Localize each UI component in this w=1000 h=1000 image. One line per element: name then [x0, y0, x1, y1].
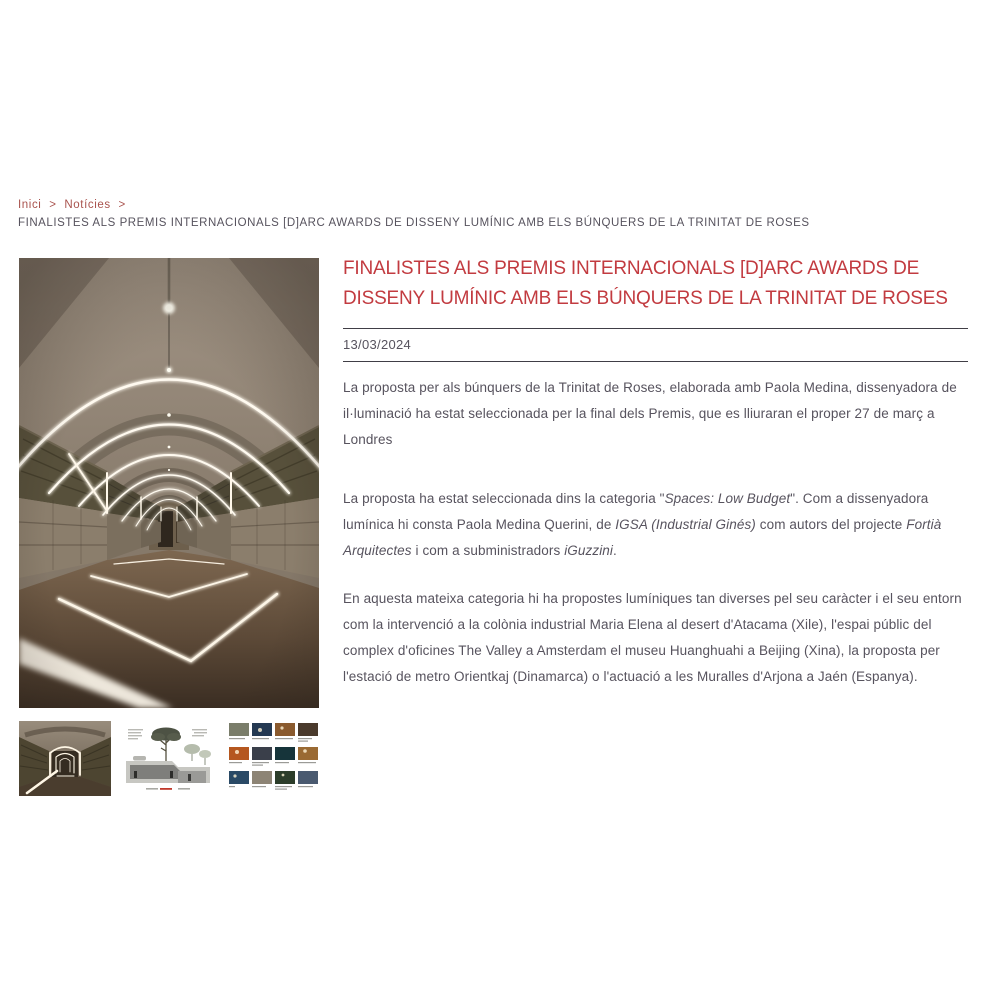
article-paragraph: En aquesta mateixa categoria hi ha propostes lumíniques tan diverses pel seu caràcter i el seu entorn com la intervenció a la colònia industrial Maria Elena al desert d'Atacama (Xile), l'espai públic del complex d'oficines The Valley a Amsterdam el museu Huanghuahi a Beijing (Xina), la proposta per l'estació de metro Orientkaj (Dinamarca) o l'actuació a les Muralles d'Arjona a Jaén (Espanya).	[343, 591, 962, 684]
thumbnail-tunnel-view[interactable]	[19, 720, 111, 797]
article-date: 13/03/2024	[343, 337, 412, 352]
tunnel-photo-illustration	[19, 258, 319, 708]
breadcrumb-separator-icon: >	[49, 199, 57, 211]
breadcrumb	[18, 199, 958, 229]
main-article-image[interactable]	[19, 258, 319, 708]
article-title: FINALISTES ALS PREMIS INTERNACIONALS [D]ARC AWARDS DE DISSENY LUMÍNIC AMB ELS BÚNQUERS DE LA TRINITAT DE ROSES	[343, 258, 948, 309]
breadcrumb-link-noticies[interactable]: Notícies	[64, 199, 111, 211]
breadcrumb-link-inici[interactable]: Inici	[18, 199, 42, 211]
thumbnail-finalists-grid[interactable]	[227, 720, 322, 797]
article-paragraph: La proposta ha estat seleccionada dins la categoria "Spaces: Low Budget". Com a dissenyadora lumínica hi consta Paola Medina Querini, de IGSA (Industrial Ginés) com autors del projecte Fortià Arquitectes i com a subministradors iGuzzini.	[343, 491, 942, 558]
breadcrumb-trail	[18, 199, 958, 211]
article-lead-paragraph: La proposta per als búnquers de la Trinitat de Roses, elaborada amb Paola Medina, dissenyadora de il·luminació ha estat seleccionada per la final dels Premis, que es lliuraran el proper 27 de març a Londres	[343, 380, 957, 447]
breadcrumb-current-page: FINALISTES ALS PREMIS INTERNACIONALS [D]ARC AWARDS DE DISSENY LUMÍNIC AMB ELS BÚNQUERS DE LA TRINITAT DE ROSES	[18, 217, 810, 229]
divider-line	[343, 361, 968, 362]
article-body	[343, 254, 975, 690]
section-drawing-illustration	[122, 720, 214, 797]
tunnel-thumbnail-illustration	[19, 720, 111, 797]
thumbnail-section-drawing[interactable]	[122, 720, 214, 797]
breadcrumb-separator-icon: >	[118, 199, 126, 211]
finalists-grid-collage	[227, 720, 322, 797]
